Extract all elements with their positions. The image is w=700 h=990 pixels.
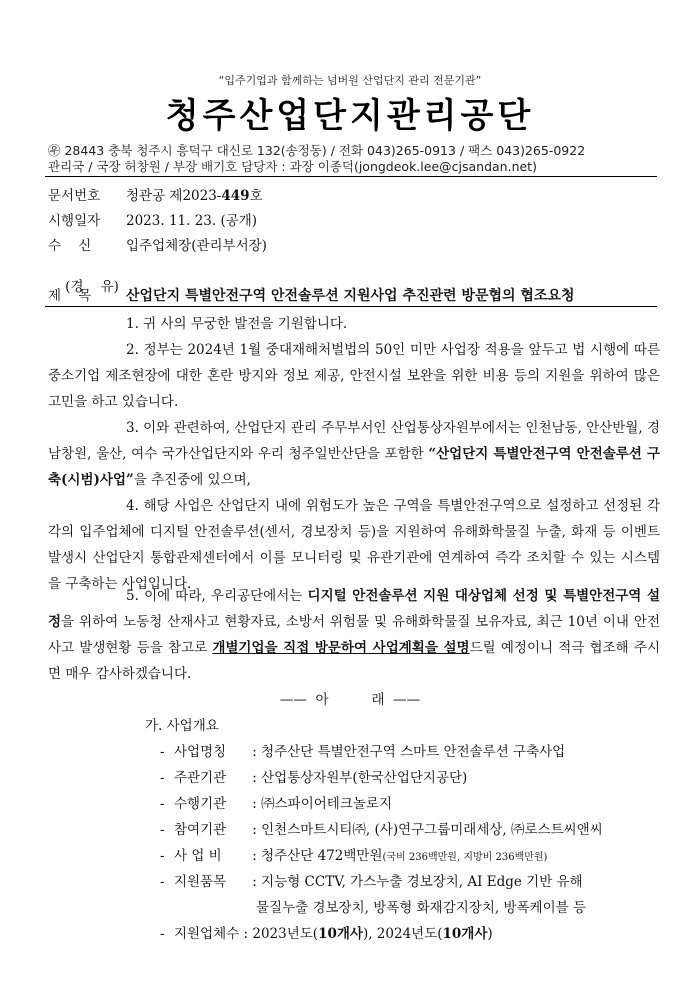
recipient-value: 입주업체장(관리부서장) (126, 238, 267, 254)
annex-item-label: 참여기관 (174, 822, 227, 838)
paragraph-5 (48, 583, 660, 687)
annex-item-label: 사 업 비 (174, 848, 222, 864)
annex-item-label: 사업명칭 (174, 744, 227, 760)
paragraph-5-emphasis: 디지털 안전솔루션 지원 대상업체 선정 및 특별안전구역 설정 (48, 588, 660, 630)
doc-number-suffix: 호 (249, 188, 263, 204)
paragraph-2 (48, 337, 660, 415)
paragraph-5-visit: 개별기업을 직접 방문하여 사업계획을 설명 (212, 640, 470, 656)
annex-item-value: 인천스마트시티㈜, (사)연구그룹미래세상, ㈜로스트씨앤씨 (261, 822, 603, 838)
recipient-label: 수 신 (48, 238, 92, 254)
paragraph-5-end: 드릴 예정이니 적극 협조해 주시면 매우 감사하겠습니다. (48, 640, 660, 682)
paragraph-2-text: 2. 정부는 2024년 1월 중대재해처벌법의 50인 미만 사업장 적용을 앞두고 법 시행에 따른 중소기업 제조현장에 대한 혼란 방지와 정보 제공, 안전시설 보완을 위한 비용 등의 지원을 위하여 많은 고민을 하고 있습니다. (48, 342, 660, 410)
organization-name: 청주산업단지관리공단 (165, 96, 535, 136)
annex-count-2023: 10개사 (318, 926, 363, 942)
annex-item-value: 청주산단 472백만원 (261, 848, 383, 864)
paragraph-3-text: 3. 이와 관련하여, 산업단지 관리 주무부서인 산업통상자원부에서는 인천남동, 안산반월, 경남창원, 울산, 여수 국가산업단지와 우리 청주일반산단을 포함한 (48, 420, 660, 462)
paragraph-5-text: 5. 이에 따라, 우리공단에서는 (126, 588, 308, 604)
annex-item-value: 지능형 CCTV, 가스누출 경보장치, AI Edge 기반 유해 (261, 874, 583, 890)
paragraph-5-middle: 을 위하여 노동청 산재사고 현황자료, 소방서 위험물 및 유해화학물질 보유자료, 최근 10년 이내 안전사고 발생현황 등을 참고로 (48, 614, 660, 656)
date-value: 2023. 11. 23. (공개) (126, 213, 258, 229)
annex-section-title: 가. 사업개요 (145, 718, 219, 734)
annex-item: - 지원업체수 : 2023년도(10개사), 2024년도(10개사) (160, 926, 493, 942)
annex-item-label: 수행기관 (174, 796, 227, 812)
annex-item: - 참여기관 : 인천스마트시티㈜, (사)연구그룹미래세상, ㈜로스트씨앤씨 (160, 818, 603, 838)
paragraph-3-program: “산업단지 특별안전구역 안전솔루션 구축(시범)사업” (48, 446, 660, 488)
date-row (48, 209, 257, 229)
paragraph-4 (48, 493, 660, 597)
annex-item-label: 지원업체수 (174, 926, 240, 942)
subject-row (48, 284, 575, 305)
header-divider (45, 176, 657, 177)
annex-title: —— 아 래 —— (279, 692, 421, 708)
annex-item-value: 청주산단 특별안전구역 스마트 안전솔루션 구축사업 (261, 744, 566, 760)
paragraph-3 (48, 415, 660, 493)
annex-item-continuation: 물질누출 경보장치, 방폭형 화재감지장치, 방폭케이블 등 (256, 900, 586, 916)
annex-item-value: ㈜스파이어테크놀로지 (261, 796, 393, 812)
staff-line: 관리국 / 국장 허창원 / 부장 배기호 담당자 : 과장 이종덕(jongdeok.lee@cjsandan.net) (48, 159, 537, 174)
paragraph-4-text: 4. 해당 사업은 산업단지 내에 위험도가 높은 구역을 특별안전구역으로 설정하고 선정된 각각의 입주업체에 디지털 안전솔루션(센서, 경보장치 등)을 지원하여 유해화학물질 누출, 화재 등 이벤트 발생시 산업단지 통합관제센터에서 이를 모니터링 및 유관기관에 연계하여 즉각 조치할 수 있는 시스템을 구축하는 사업입니다. (48, 498, 660, 592)
annex-item: - 수행기관 : ㈜스파이어테크놀로지 (160, 792, 392, 812)
doc-number-value: 449 (221, 188, 250, 204)
paragraph-1-text: 1. 귀 사의 무궁한 발전을 기원합니다. (126, 316, 348, 332)
date-label: 시행일자 (48, 213, 101, 229)
doc-number-prefix: 청관공 제2023- (126, 188, 222, 204)
recipient-row (48, 234, 267, 254)
annex-item-label: 지원품목 (174, 874, 227, 890)
subject-value: 산업단지 특별안전구역 안전솔루션 지원사업 추진관련 방문협의 협조요청 (126, 288, 575, 304)
annex-item-value-e: ) (487, 926, 493, 942)
annex-item: - 지원품목 : 지능형 CCTV, 가스누출 경보장치, AI Edge 기반 유해 (160, 870, 583, 890)
annex-item: - 주관기관 : 산업통상자원부(한국산업단지공단) (160, 766, 467, 786)
annex-budget-note: (국비 236백만원, 지방비 236백만원) (382, 852, 548, 863)
annex-item: - 사 업 비 : 청주산단 472백만원(국비 236백만원, 지방비 236백만원) (160, 844, 547, 864)
via-label: (경 유) (65, 279, 119, 295)
annex-item-value-a: 2023년도( (252, 926, 319, 942)
paragraph-3-end: 을 추진중에 있으며, (133, 472, 251, 488)
annex-count-2024: 10개사 (442, 926, 488, 942)
paragraph-1 (48, 311, 660, 337)
annex-item-label: 주관기관 (174, 770, 227, 786)
slogan: “입주기업과 함께하는 넘버원 산업단지 관리 전문기관” (218, 74, 482, 87)
doc-number-label: 문서번호 (48, 188, 101, 204)
subject-label: 제 목 (48, 288, 92, 304)
annex-item-value: 산업통상자원부(한국산업단지공단) (261, 770, 468, 786)
address-line: ㉾ 28443 충북 청주시 흥덕구 대신로 132(송정동) / 전화 043)265-0913 / 팩스 043)265-0922 (48, 143, 586, 158)
subject-divider (45, 306, 657, 307)
annex-item: - 사업명칭 : 청주산단 특별안전구역 스마트 안전솔루션 구축사업 (160, 740, 565, 760)
doc-number-row (48, 184, 263, 204)
annex-item-value-c: ), 2024년도( (362, 926, 443, 942)
